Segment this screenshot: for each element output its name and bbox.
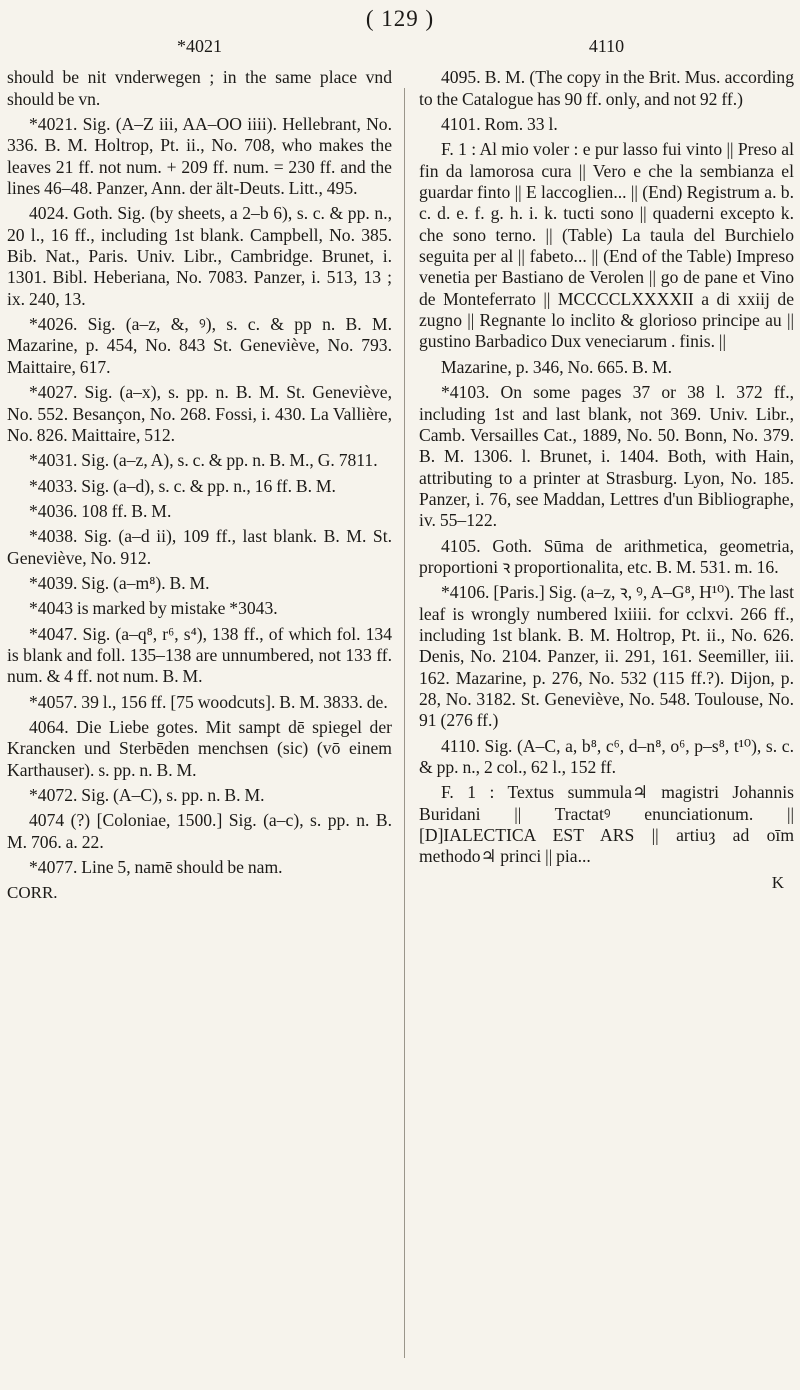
left-entry: *4038. Sig. (a–d ii), 109 ff., last blank. B. M. St. Geneviève, No. 912. <box>7 526 392 568</box>
left-entry: *4033. Sig. (a–d), s. c. & pp. n., 16 ff. B. M. <box>29 475 336 496</box>
left-entry: *4027. Sig. (a–x), s. pp. n. B. M. St. Geneviève, No. 552. Besançon, No. 268. Fossi, i. 430. La Vallière, No. 826. Maittaire, 512. <box>7 382 392 445</box>
left-entry: *4036. 108 ff. B. M. <box>29 500 172 521</box>
left-entry: 4024. Goth. Sig. (by sheets, a 2–b 6), s. c. & pp. n., 20 l., 16 ff., including 1st blank. Campbell, No. 385. Bib. Nat., Paris. Univ. Libr., Cambridge. Brunet, i. 1301. Bibl. Heberiana, No. 7083. Panzer, i. 513, 13 ; ix. 240, 13. <box>7 203 392 309</box>
column-divider <box>404 88 405 1358</box>
left-entry: *4039. Sig. (a–m⁸). B. M. <box>29 572 210 593</box>
right-column-header: 4110 <box>588 36 625 56</box>
right-entry: *4103. On some pages 37 or 38 l. 372 ff., including 1st and last blank, not 369. Univ. Libr., Camb. Versailles Cat., 1889, No. 50. Bonn, No. 379. B. M. 1306. l. Brunet, i. 1404. Both, with Hain, attributing to a printer at Strasburg. Lyon, No. 185. Panzer, i. 76, see Maddan, Lettres d'un Bibliographe, iv. 55–122. <box>419 382 794 531</box>
right-column <box>419 36 794 893</box>
right-entry: 4105. Goth. Sūma de arithmetica, geometria, proportioni ꝛ proportionalita, etc. B. M. 531. m. 16. <box>419 535 794 577</box>
left-entry: *4043 is marked by mistake *3043. <box>29 598 278 619</box>
left-entry: *4057. 39 l., 156 ff. [75 woodcuts]. B. M. 3833. de. <box>29 691 388 712</box>
left-entry: *4031. Sig. (a–z, A), s. c. & pp. n. B. M., G. 7811. <box>29 450 378 471</box>
left-entry: *4072. Sig. (A–C), s. pp. n. B. M. <box>29 785 265 805</box>
left-entry: *4047. Sig. (a–q⁸, r⁶, s⁴), 138 ff., of which fol. 134 is blank and foll. 135–138 are unnumbered, not 133 ff. num. & 4 ff. not num. B. M. <box>7 623 392 687</box>
left-entry: *4021. Sig. (A–Z iii, AA–OO iiii). Hellebrant, No. 336. B. M. Holtrop, Pt. ii., No. 708, who makes the leaves 21 ff. not num. + 209 ff. num. = 230 ff. and the lines 46–48. Panzer, Ann. der ält-Deuts. Litt., 495. <box>7 114 392 199</box>
right-entry: Mazarine, p. 346, No. 665. B. M. <box>441 356 673 377</box>
page-number: ( 129 ) <box>365 6 435 31</box>
left-entry: should be nit vnderwegen ; in the same place vnd should be vn. <box>7 67 392 109</box>
right-entry: F. 1 : Al mio voler : e pur lasso fui vinto || Preso al fin da lamorosa cura || Vero e che la sembianza el guardar finto || E laccoglien... || (End) Registrum a. b. c. d. e. f. g. h. i. k. tucti sono || quaderni excepto k. che sono terno. || (Table) La taula del Burchielo seguita per al || fabeto... || (End of the Table) Impreso venetia per Bastiano de Verolen || go de pane et Vino de Monteferrato || MCCCCLXXXXII a di xxiij de zugno || Regnante lo inclito & glorioso principe au || gustino Barbadico Dux veneciarum . finis. || <box>419 139 794 352</box>
right-entry: F. 1 : Textus summula♃ magistri Johannis Buridani || Tractatꝰ enunciationum. || [D]IALECTICA EST ARS || artiuȝ ad oīm methodo♃ princi || pia... <box>419 782 794 867</box>
right-entry: *4106. [Paris.] Sig. (a–z, ꝛ, ꝰ, A–G⁸, H¹⁰). The last leaf is wrongly numbered lxiiii. for cclxvi. 266 ff., including 1st blank. B. M. Holtrop, Pt. ii., No. 626. Denis, No. 2104. Panzer, ii. 291, 161. Seemiller, iii. 162. Mazarine, p. 276, No. 532 (115 ff.?). Dijon, p. 28, No. 3182. St. Geneviève, No. 548. Toulouse, No. 91 (276 ff.) <box>419 582 794 731</box>
right-entries <box>419 67 794 867</box>
right-entry: 4110. Sig. (A–C, a, b⁸, c⁶, d–n⁸, o⁶, p–s⁸, t¹⁰), s. c. & pp. n., 2 col., 62 l., 152 ff. <box>419 735 794 777</box>
left-footer-corr: CORR. <box>7 883 58 903</box>
left-entries <box>7 67 392 878</box>
left-entry: 4074 (?) [Coloniae, 1500.] Sig. (a–c), s. pp. n. B. M. 706. a. 22. <box>7 810 392 852</box>
left-entry: *4077. Line 5, namē should be nam. <box>29 857 283 878</box>
right-footer-signature: K <box>771 872 784 892</box>
left-entry: *4026. Sig. (a–z, &, ꝰ), s. c. & pp n. B. M. Mazarine, p. 454, No. 843 St. Geneviève, No. 793. Maittaire, 617. <box>7 314 392 377</box>
left-column-header: *4021 <box>177 36 222 56</box>
right-entry: 4095. B. M. (The copy in the Brit. Mus. according to the Catalogue has 90 ff. only, and not 92 ff.) <box>419 67 794 109</box>
left-column <box>7 36 392 904</box>
left-entry: 4064. Die Liebe gotes. Mit sampt dē spiegel der Krancken und Sterbēden menchsen (sic) (vō einem Karthauser). s. pp. n. B. M. <box>7 716 392 780</box>
right-entry: 4101. Rom. 33 l. <box>441 114 558 135</box>
